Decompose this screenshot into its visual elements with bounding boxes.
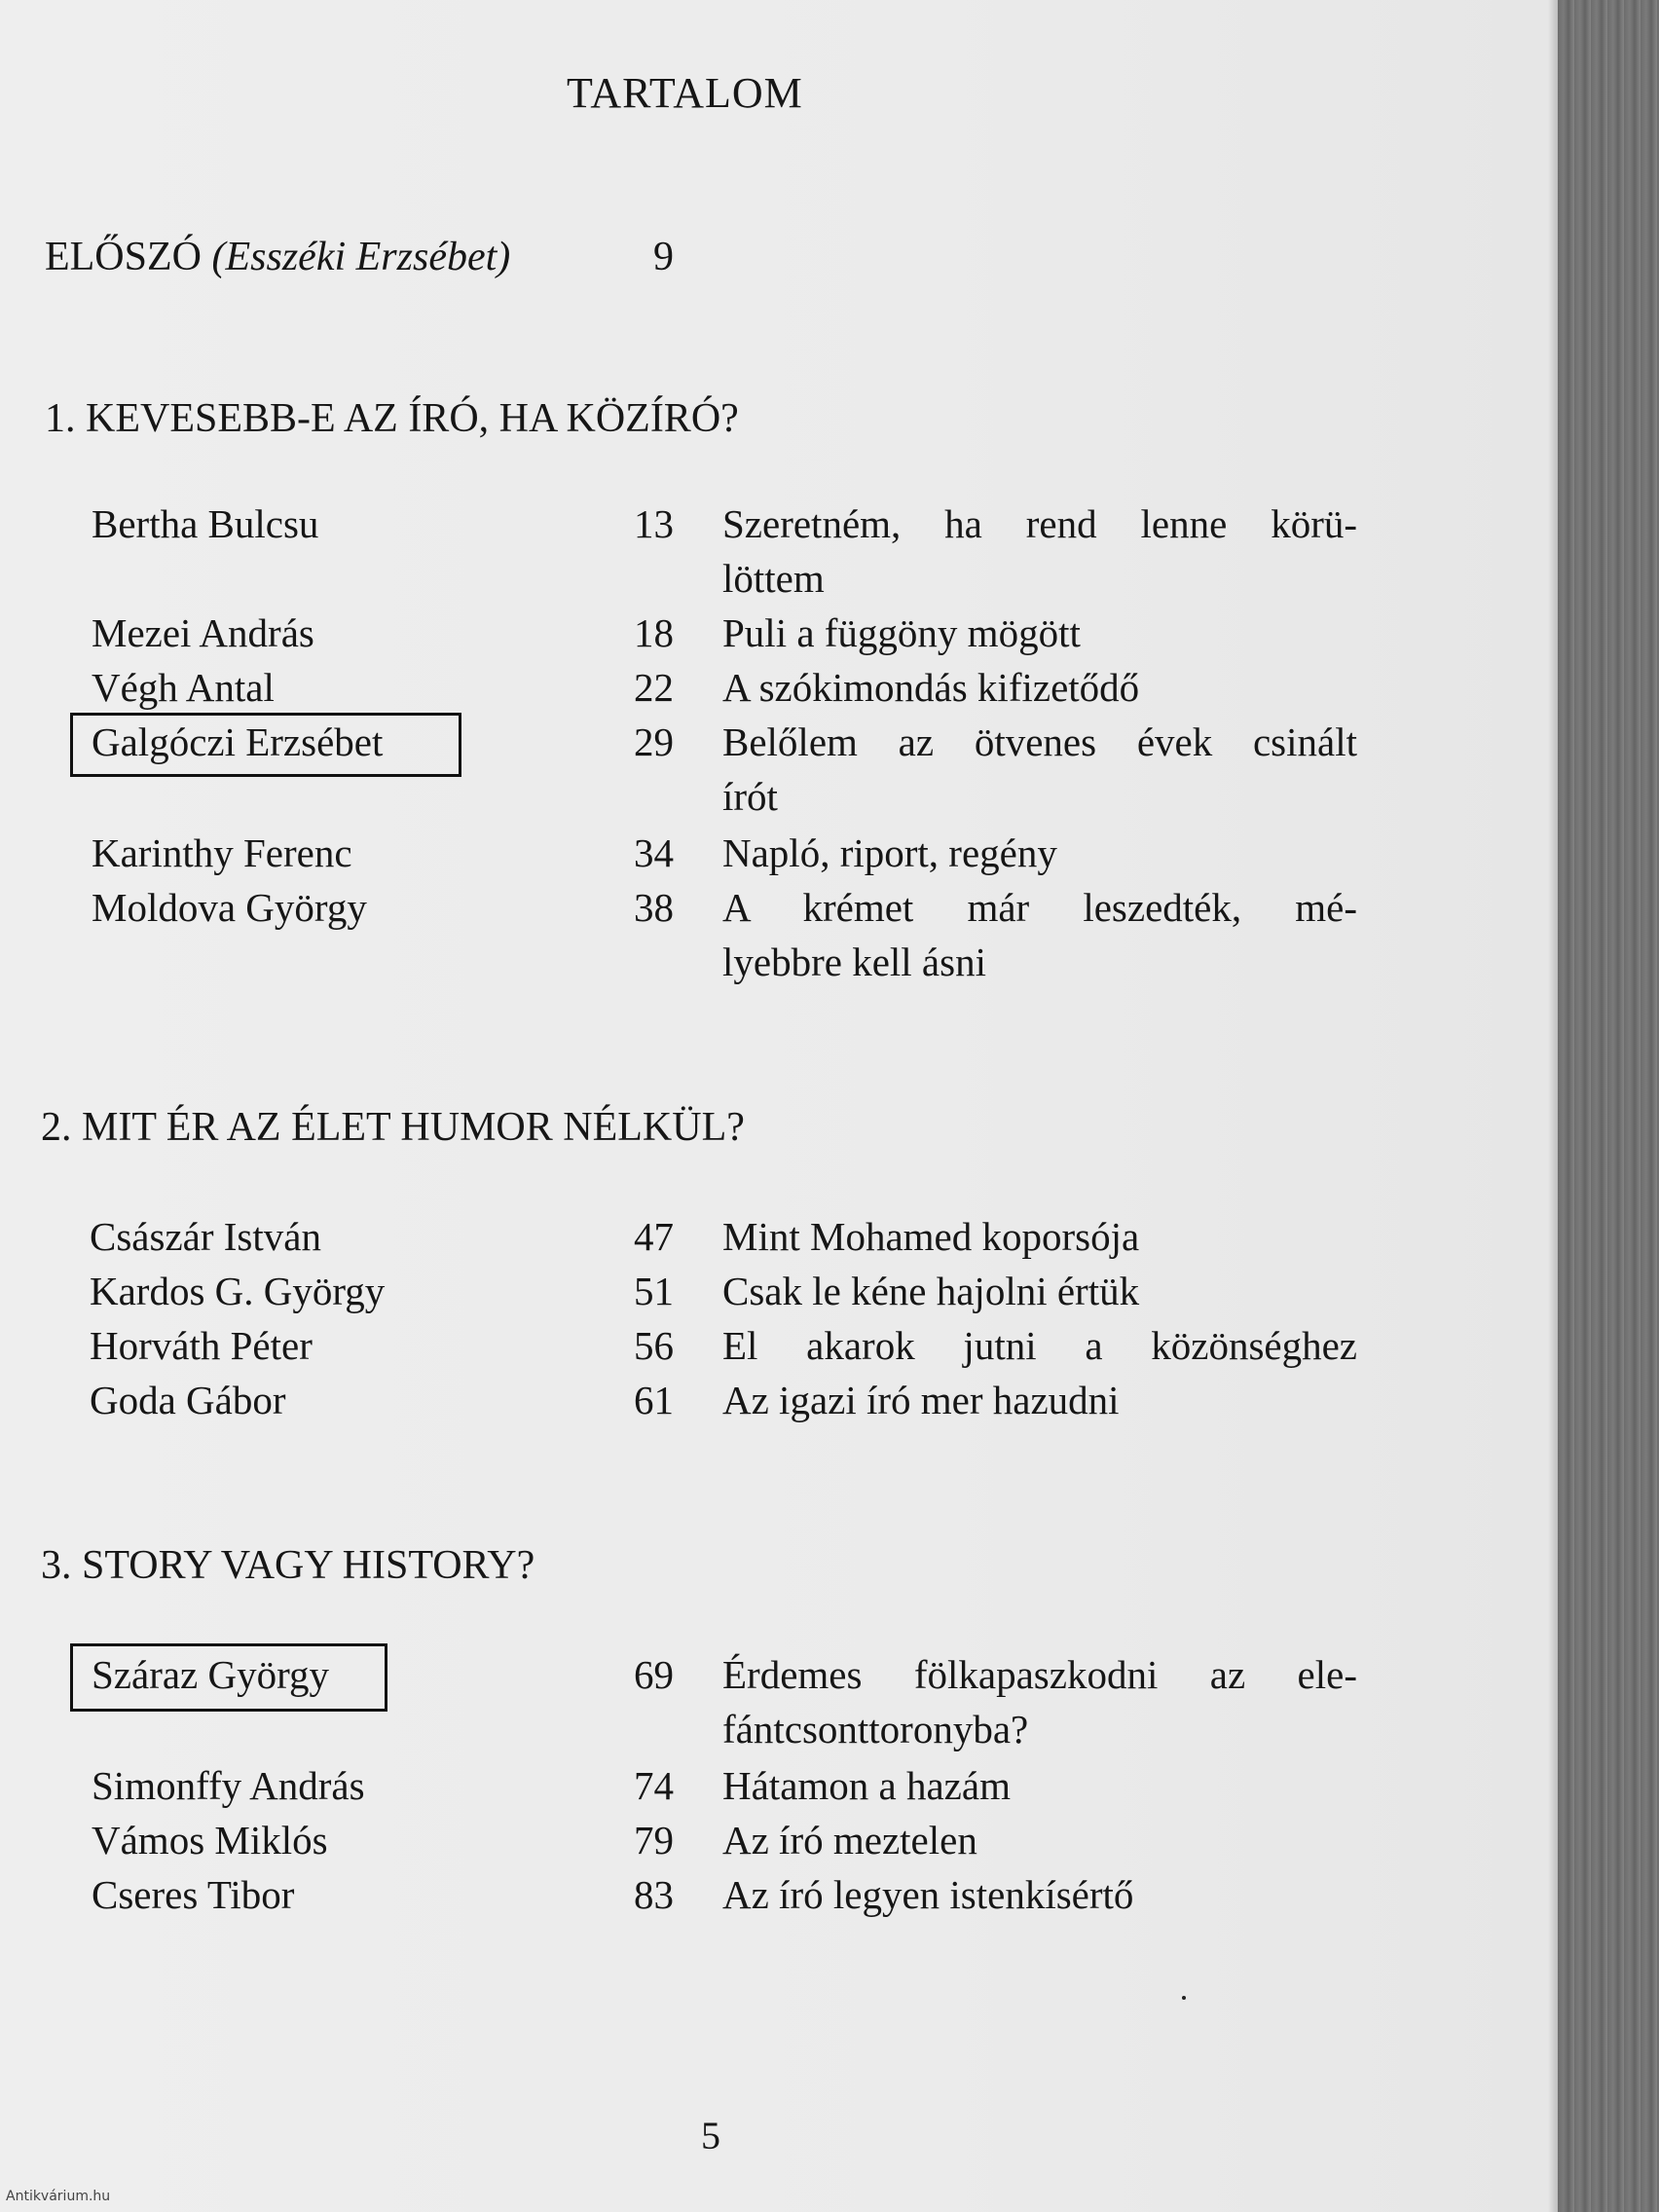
entry-title: Az író meztelen <box>722 1818 977 1862</box>
entry-page: 51 <box>634 1269 674 1313</box>
entry-title-line-2: löttem <box>722 556 825 601</box>
section-2-heading: 2. MIT ÉR AZ ÉLET HUMOR NÉLKÜL? <box>41 1105 745 1150</box>
entry-title <box>722 1649 1357 1754</box>
entry-name: Bertha Bulcsu <box>92 501 319 546</box>
entry-title-line-1: Érdemes fölkapaszkodni az ele- <box>722 1652 1357 1697</box>
foreword-line <box>45 232 510 282</box>
entry-title <box>722 498 1357 604</box>
entry-name: Moldova György <box>92 885 367 930</box>
entry-title: Mint Mohamed koporsója <box>722 1214 1140 1259</box>
entry-title-line-1: El akarok jutni a közönséghez <box>722 1323 1357 1368</box>
entry-title <box>722 882 1357 987</box>
entry-name: Horváth Péter <box>90 1323 313 1368</box>
section-1-heading: 1. KEVESEBB-E AZ ÍRÓ, HA KÖZÍRÓ? <box>45 396 739 441</box>
entry-page: 56 <box>634 1323 674 1368</box>
ink-speck <box>1182 1996 1186 2000</box>
entry-page: 61 <box>634 1378 674 1422</box>
entry-name: Cseres Tibor <box>92 1872 295 1917</box>
foreword-author: (Esszéki Erzsébet) <box>211 235 511 279</box>
entry-title <box>722 717 1357 822</box>
entry-page: 18 <box>634 610 674 655</box>
entry-page: 79 <box>634 1818 674 1862</box>
foreword-page: 9 <box>653 235 674 279</box>
entry-name: Vámos Miklós <box>92 1818 328 1862</box>
entry-page: 22 <box>634 665 674 710</box>
entry-title-line-1: Belőlem az ötvenes évek csinált <box>722 719 1357 764</box>
entry-title: Csak le kéne hajolni értük <box>722 1269 1140 1313</box>
entry-title-line-1: A krémet már leszedték, mé- <box>722 885 1357 930</box>
entry-title: Az igazi író mer hazudni <box>722 1378 1120 1422</box>
entry-title: A szókimondás kifizetődő <box>722 665 1140 710</box>
entry-page: 29 <box>634 719 674 764</box>
entry-page: 74 <box>634 1763 674 1808</box>
entry-page: 34 <box>634 830 674 875</box>
entry-name: Karinthy Ferenc <box>92 830 352 875</box>
entry-name: Császár István <box>90 1214 321 1259</box>
watermark: Antikvárium.hu <box>6 2189 111 2204</box>
entry-page: 83 <box>634 1872 674 1917</box>
page-title: TARTALOM <box>567 69 803 117</box>
entry-name: Végh Antal <box>92 665 275 710</box>
entry-name: Mezei András <box>92 610 314 655</box>
entry-name: Száraz György <box>92 1652 330 1697</box>
entry-title-line-2: fántcsonttoronyba? <box>722 1707 1029 1751</box>
entry-name: Galgóczi Erzsébet <box>92 719 384 764</box>
entry-title: Napló, riport, regény <box>722 830 1057 875</box>
entry-title-line-1: Szeretném, ha rend lenne körü- <box>722 501 1357 546</box>
entry-title-line-2: lyebbre kell ásni <box>722 940 986 984</box>
entry-page: 69 <box>634 1652 674 1697</box>
entry-title: Az író legyen istenkísértő <box>722 1872 1134 1917</box>
entry-page: 13 <box>634 501 674 546</box>
entry-title: Hátamon a hazám <box>722 1763 1011 1808</box>
entry-title-line-2: írót <box>722 774 778 819</box>
entry-page: 38 <box>634 885 674 930</box>
next-page-edge <box>1558 0 1659 2212</box>
entry-page: 47 <box>634 1214 674 1259</box>
page-number: 5 <box>701 2114 720 2157</box>
entry-title <box>722 1320 1357 1371</box>
entry-name: Simonffy András <box>92 1763 365 1808</box>
entry-name: Goda Gábor <box>90 1378 286 1422</box>
entry-title: Puli a függöny mögött <box>722 610 1081 655</box>
section-3-heading: 3. STORY VAGY HISTORY? <box>41 1543 535 1588</box>
foreword-label: ELŐSZÓ <box>45 235 202 279</box>
entry-name: Kardos G. György <box>90 1269 386 1313</box>
